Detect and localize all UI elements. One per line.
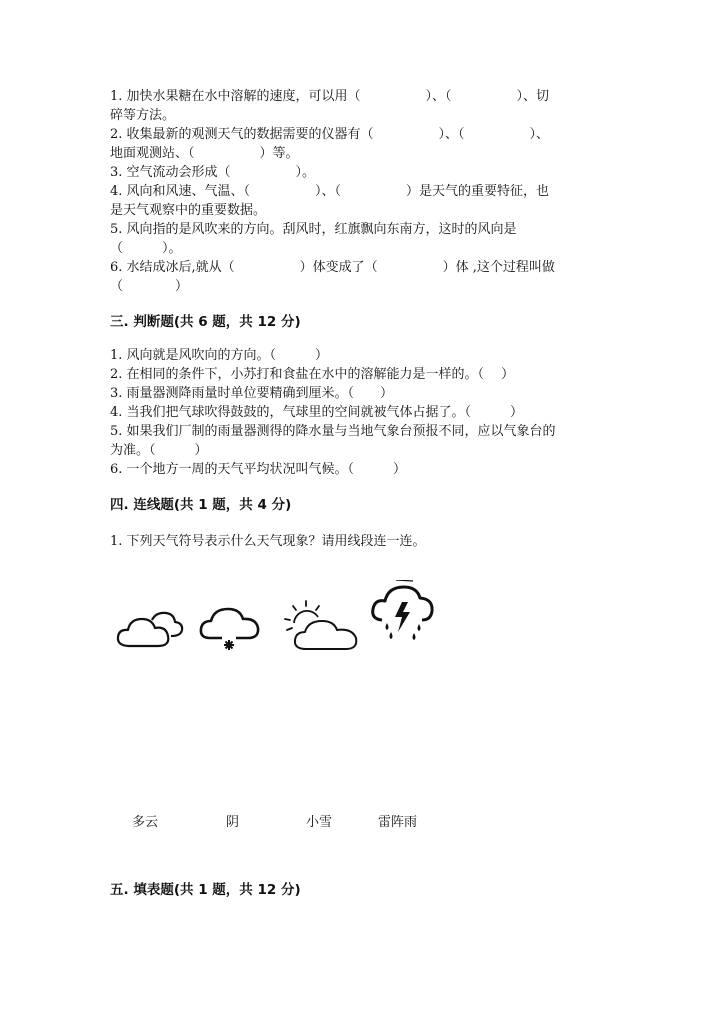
weather-label-light-snow: 小雪 [306, 815, 333, 830]
sun-behind-cloud-icon [280, 597, 366, 655]
weather-label-thunderstorm: 雷阵雨 [378, 815, 418, 830]
fill-blank-line: （ ）。 [110, 241, 182, 256]
fill-blank-line: 是天气观察中的重要数据。 [110, 203, 267, 218]
fill-blank-line: 地面观测站、（ ）等。 [110, 146, 299, 161]
fill-blank-line: 2. 收集最新的观测天气的数据需要的仪器有（ ）、（ ）、 [110, 127, 550, 142]
fill-blank-line: 碎等方法。 [110, 108, 176, 123]
cloudy-icon [114, 606, 188, 654]
judge-question: 3. 雨量器测降雨量时单位要精确到厘米。（ ） [110, 386, 394, 401]
judge-question: 为准。（ ） [110, 443, 208, 458]
thunderstorm-icon [368, 580, 438, 648]
fill-blank-line: 1. 加快水果糖在水中溶解的速度，可以用（ ）、（ ）、切 [110, 89, 550, 104]
weather-label-cloudy: 多云 [132, 815, 159, 830]
fill-blank-line: 5. 风向指的是风吹来的方向。刮风时，红旗飘向东南方，这时的风向是 [110, 222, 517, 237]
judge-question: 4. 当我们把气球吹得鼓鼓的，气球里的空间就被气体占据了。（ ） [110, 405, 524, 420]
weather-label-overcast: 阴 [226, 815, 240, 830]
section-heading-table: 五. 填表题(共 1 题，共 12 分) [110, 882, 301, 898]
fill-blank-line: 4. 风向和风速、气温、（ ）、（ ）是天气的重要特征，也 [110, 184, 550, 199]
fill-blank-line: （ ） [110, 279, 189, 294]
section-heading-judge: 三. 判断题(共 6 题，共 12 分) [110, 314, 301, 330]
snow-icon [196, 600, 270, 656]
fill-blank-line: 3. 空气流动会形成（ ）。 [110, 165, 316, 180]
judge-question: 5. 如果我们厂制的雨量器测得的降水量与当地气象台预报不同，应以气象台的 [110, 424, 556, 439]
judge-question: 6. 一个地方一周的天气平均状况叫气候。（ ） [110, 462, 407, 477]
judge-question: 2. 在相同的条件下，小苏打和食盐在水中的溶解能力是一样的。（ ） [110, 367, 515, 382]
judge-question: 1. 风向就是风吹向的方向。（ ） [110, 348, 329, 363]
fill-blank-line: 6. 水结成冰后,就从（ ）体变成了（ ）体 ,这个过程叫做 [110, 260, 555, 275]
matching-question: 1. 下列天气符号表示什么天气现象？请用线段连一连。 [110, 534, 426, 549]
section-heading-matching: 四. 连线题(共 1 题，共 4 分) [110, 497, 292, 513]
